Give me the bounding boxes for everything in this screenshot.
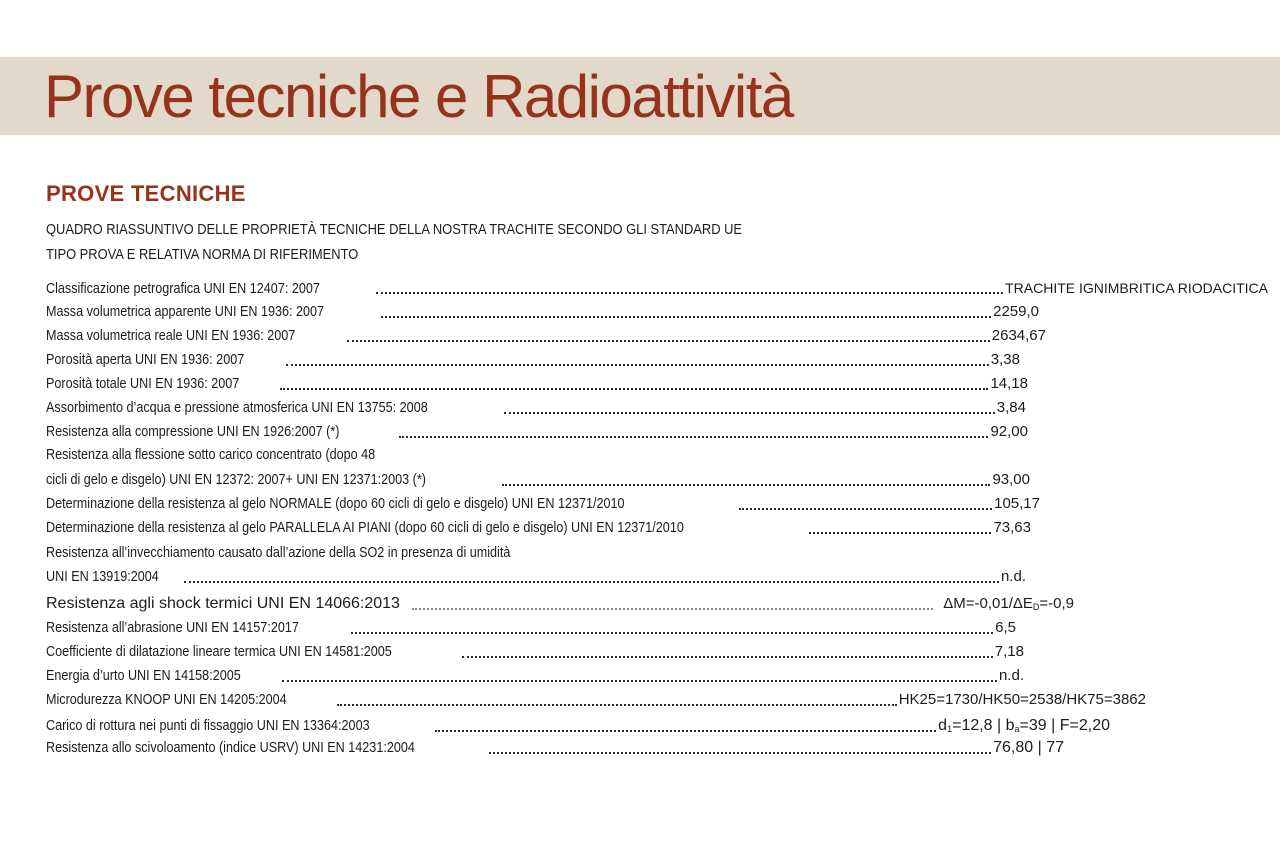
test-label: Determinazione della resistenza al gelo PARALLELA AI PIANI (dopo 60 cicli di gelo e disgelo) UNI EN 12371/2010 <box>46 519 684 536</box>
dot-leader <box>351 632 993 634</box>
test-label: Porosità aperta UNI EN 1936: 2007 <box>46 351 245 368</box>
test-value: $d_1=12,8$ | $b_a=39$ | F=2,20 <box>938 717 1110 734</box>
test-value: 2259,0 <box>993 303 1039 320</box>
test-row-porosita-aperta <box>46 349 1020 371</box>
test-label: Resistenza all’abrasione UNI EN 14157:2017 <box>46 619 299 636</box>
dot-leader <box>489 752 991 754</box>
test-value: 7,18 <box>994 643 1024 660</box>
dot-leader <box>435 730 936 732</box>
test-value: HK25=1730/HK50=2538/HK75=3862 <box>898 691 1146 708</box>
test-value: 73,63 <box>993 519 1031 536</box>
test-label: Massa volumetrica apparente UNI EN 1936: 2007 <box>46 303 325 320</box>
dot-leader <box>184 581 999 583</box>
test-label: Massa volumetrica reale UNI EN 1936: 2007 <box>46 327 296 344</box>
test-label-flessione-line-1: Resistenza alla flessione sotto carico concentrato (dopo 48 <box>46 446 376 463</box>
test-label: UNI EN 13919:2004 <box>46 568 159 585</box>
dot-leader <box>286 364 989 366</box>
intro-line-2: TIPO PROVA E RELATIVA NORMA DI RIFERIMENTO <box>46 246 359 263</box>
test-label: Microdurezza KNOOP UNI EN 14205:2004 <box>46 691 287 708</box>
test-row-assorbimento <box>46 397 1026 419</box>
test-row-flessione <box>46 469 1030 491</box>
test-value: 76,80 | 77 <box>993 739 1064 756</box>
dot-leader <box>412 608 933 610</box>
page-title: Prove tecniche e Radioattività <box>44 63 793 130</box>
dot-leader <box>376 292 1003 294</box>
test-label: Determinazione della resistenza al gelo NORMALE (dopo 60 cicli di gelo e disgelo) UNI EN 12371/2010 <box>46 495 625 512</box>
test-label: Porosità totale UNI EN 1936: 2007 <box>46 375 240 392</box>
test-label: cicli di gelo e disgelo) UNI EN 12372: 2007+ UNI EN 12371:2003 (*) <box>46 471 426 488</box>
test-row-energia-urto <box>46 665 1024 687</box>
test-label: Classificazione petrografica UNI EN 12407: 2007 <box>46 280 320 297</box>
test-label: Resistenza agli shock termici UNI EN 14066:2013 <box>46 595 400 612</box>
test-label: Resistenza allo scivoloamento (indice USRV) UNI EN 14231:2004 <box>46 739 415 756</box>
test-value: 92,00 <box>990 423 1028 440</box>
test-row-microdurezza <box>46 689 1146 711</box>
test-label: Coefficiente di dilatazione lineare termica UNI EN 14581:2005 <box>46 643 392 660</box>
test-label: Assorbimento d’acqua e pressione atmosferica UNI EN 13755: 2008 <box>46 399 428 416</box>
test-value: 3,38 <box>990 351 1020 368</box>
test-row-massa-apparente <box>46 301 1039 323</box>
dot-leader <box>502 484 990 486</box>
test-label: Energia d’urto UNI EN 14158:2005 <box>46 667 241 684</box>
dot-leader <box>504 412 994 414</box>
test-value: 14,18 <box>990 375 1028 392</box>
test-value: 6,5 <box>995 619 1016 636</box>
intro-line-1: QUADRO RIASSUNTIVO DELLE PROPRIETÀ TECNICHE DELLA NOSTRA TRACHITE SECONDO GLI STANDARD UE <box>46 221 743 238</box>
test-value: TRACHITE IGNIMBRITICA RIODACITICA <box>1005 280 1268 296</box>
test-row-scivolamento <box>46 737 1064 759</box>
test-row-compressione <box>46 421 1028 443</box>
dot-leader <box>462 656 993 658</box>
test-value: 93,00 <box>992 471 1030 488</box>
test-value: 2634,67 <box>991 327 1046 344</box>
test-value: $\Delta M=-0,01/\Delta E_D=-0,9$ <box>943 595 1074 612</box>
dot-leader <box>282 680 997 682</box>
dot-leader <box>809 532 991 534</box>
test-row-gelo-normale <box>46 493 1040 515</box>
dot-leader <box>381 316 991 318</box>
dot-leader <box>739 508 992 510</box>
test-row-abrasione <box>46 617 1016 639</box>
test-row-classificazione <box>46 277 1268 299</box>
test-value: 3,84 <box>996 399 1026 416</box>
test-row-dilatazione <box>46 641 1024 663</box>
test-value: 105,17 <box>994 495 1040 512</box>
dot-leader <box>280 388 988 390</box>
test-label: Resistenza alla compressione UNI EN 1926:2007 (*) <box>46 423 340 440</box>
test-row-gelo-parallela <box>46 517 1031 539</box>
test-row-carico-rottura <box>46 715 1110 737</box>
test-value: n.d. <box>998 667 1024 684</box>
section-title: PROVE TECNICHE <box>46 181 246 206</box>
dot-leader <box>337 704 897 706</box>
test-value: n.d. <box>1000 568 1026 585</box>
test-row-shock-termici <box>46 593 1074 615</box>
dot-leader <box>399 436 988 438</box>
dot-leader <box>347 340 990 342</box>
test-row-porosita-totale <box>46 373 1028 395</box>
test-label: Carico di rottura nei punti di fissaggio UNI EN 13364:2003 <box>46 717 370 734</box>
test-row-invecchiamento <box>46 566 1026 588</box>
test-row-massa-reale <box>46 325 1046 347</box>
test-label-invecchiamento-line-1: Resistenza all’invecchiamento causato dall’azione della SO2 in presenza di umidità <box>46 544 511 561</box>
